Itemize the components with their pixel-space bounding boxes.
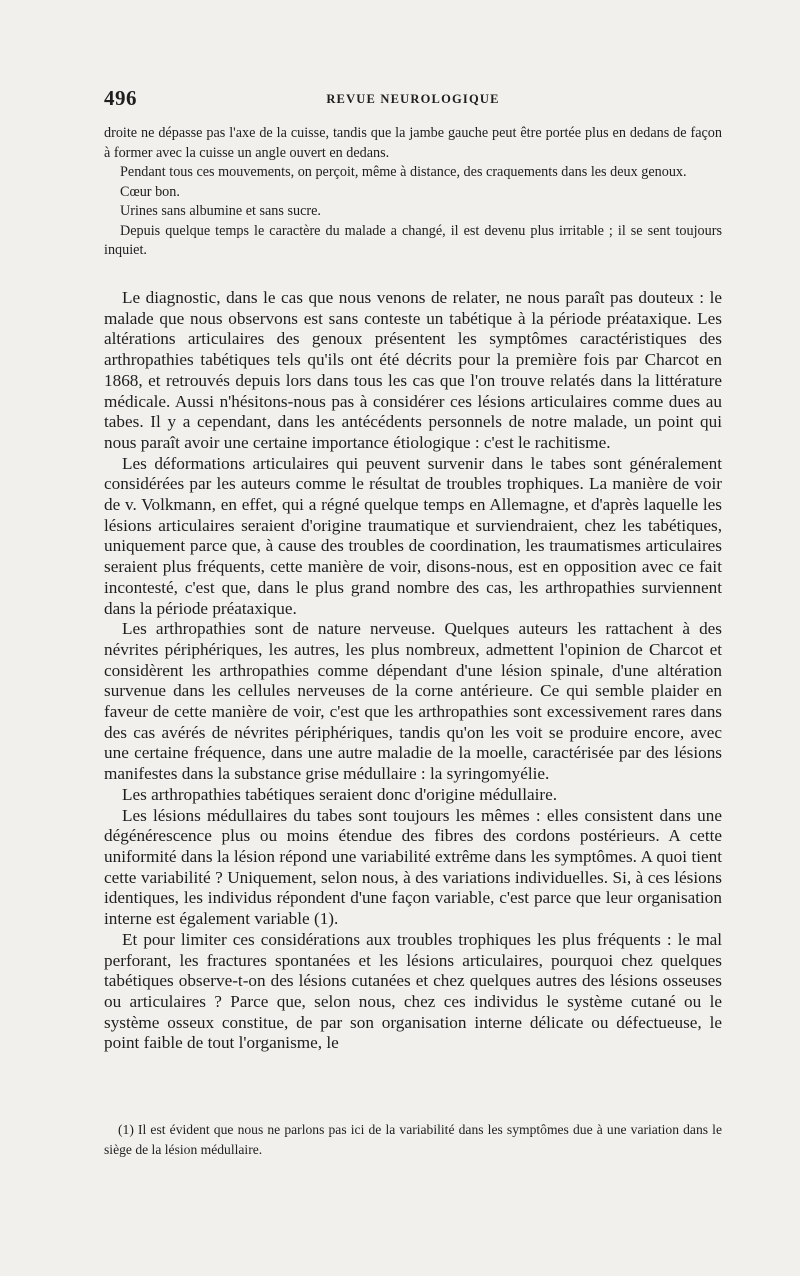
body-paragraph: Les arthropathies sont de nature nerveuse. Quelques auteurs les rattachent à des névrites périphériques, les autres, les plus nombreux, admettent l'opinion de Charcot et considèrent les arthropathies comme dépendant d'une lésion spinale, d'une altération survenue dans les cellules nerveuses de la corne antérieure. Ce qui semble plaider en faveur de cette manière de voir, c'est que les arthropathies sont excessivement rares dans des cas avérés de névrites périphériques, tandis qu'on les voit se produire encore, avec une certaine fréquence, dans une autre maladie de la moelle, caractérisée par des lésions manifestes dans la substance grise médullaire : la syringomyélie.: [104, 619, 722, 784]
case-notes: [104, 124, 722, 261]
body-text: [104, 288, 722, 1054]
body-paragraph: Les lésions médullaires du tabes sont toujours les mêmes : elles consistent dans une dégénérescence plus ou moins étendue des fibres des cordons postérieurs. A cette uniformité dans la lésion répond une variabilité extrême dans les symptômes. A quoi tient cette variabilité ? Uniquement, selon nous, à des variations individuelles. Si, à ces lésions identiques, les individus répondent d'une façon variable, c'est parce que leur organisation interne est également variable (1).: [104, 805, 722, 929]
body-paragraph: Et pour limiter ces considérations aux troubles trophiques les plus fréquents : le mal perforant, les fractures spontanées et les lésions articulaires, pourquoi chez quelques tabétiques observe-t-on des lésions cutanées et chez quelques autres des lésions osseuses ou articulaires ? Parce que, selon nous, chez ces individus le système cutané ou le système osseux constitue, de par son organisation interne délicate ou défectueuse, le point faible de tout l'organisme, le: [104, 929, 722, 1053]
page-header: [104, 86, 722, 116]
body-paragraph: Les déformations articulaires qui peuvent survenir dans le tabes sont généralement considérées par les auteurs comme le résultat de troubles trophiques. La manière de voir de v. Volkmann, en effet, qui a régné quelque temps en Allemagne, et d'après laquelle les lésions articulaires seraient d'origine traumatique et surviendraient, chez les tabétiques, uniquement parce que, à cause des troubles de coordination, les traumatismes articulaires seraient plus fréquents, cette manière de voir, disons-nous, est en opposition avec ce fait incontesté, c'est que, dans le plus grand nombre des cas, les arthropathies surviennent dans la période préataxique.: [104, 453, 722, 618]
case-note: Depuis quelque temps le caractère du malade a changé, il est devenu plus irritable ; il se sent toujours inquiet.: [104, 222, 722, 258]
case-note: Urines sans albumine et sans sucre.: [120, 203, 321, 219]
running-title: REVUE NEUROLOGIQUE: [326, 92, 500, 106]
body-paragraph: Le diagnostic, dans le cas que nous venons de relater, ne nous paraît pas douteux : le malade que nous observons est sans conteste un tabétique à la période préataxique. Les altérations articulaires des genoux présentent les symptômes caractéristiques des arthropathies tabétiques tels qu'ils ont été décrits pour la première fois par Charcot en 1868, et retrouvés depuis lors dans tous les cas que l'on trouve relatés dans la littérature médicale. Aussi n'hésitons-nous pas à considérer ces lésions articulaires comme dues au tabes. Il y a cependant, dans les antécédents personnels de notre malade, un point qui nous paraît avoir une certaine importance étiologique : c'est le rachitisme.: [104, 288, 722, 452]
page-number: 496: [104, 86, 137, 110]
case-note: droite ne dépasse pas l'axe de la cuisse, tandis que la jambe gauche peut être portée plus en dedans de façon à former avec la cuisse un angle ouvert en dedans.: [104, 125, 722, 161]
footnote: [104, 1120, 722, 1160]
body-paragraph: Les arthropathies tabétiques seraient donc d'origine médullaire.: [122, 784, 558, 804]
footnote-text: (1) Il est évident que nous ne parlons pas ici de la variabilité dans les symptômes due à une variation dans le siège de la lésion médullaire.: [104, 1122, 722, 1157]
case-note: Pendant tous ces mouvements, on perçoit, même à distance, des craquements dans les deux genoux.: [120, 164, 687, 180]
case-note: Cœur bon.: [120, 183, 180, 200]
